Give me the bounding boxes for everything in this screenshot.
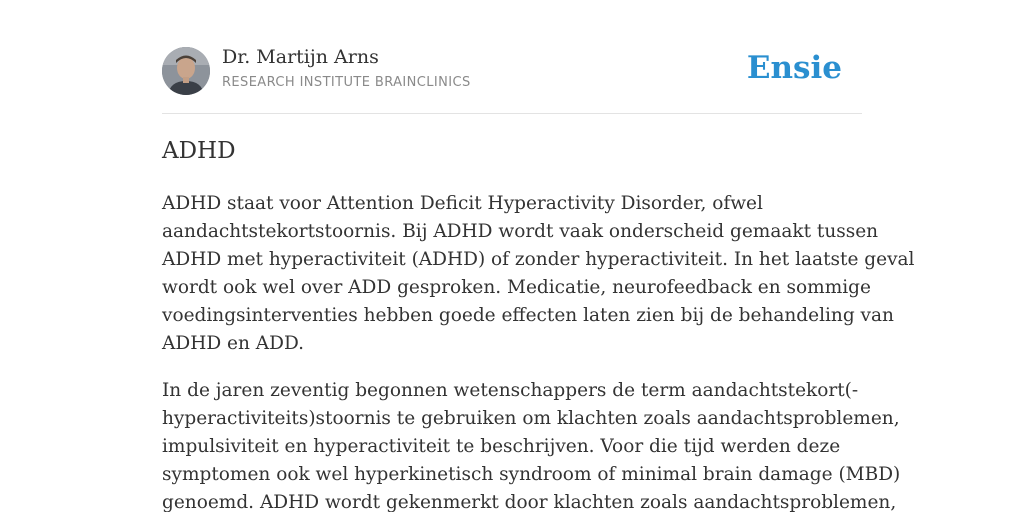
paragraph-line: voedingsinterventies hebben goede effecten laten zien bij de behandeling van [162, 305, 894, 326]
paragraph-line: symptomen ook wel hyperkinetisch syndroom of minimal brain damage (MBD) [162, 464, 901, 485]
paragraph-1 [162, 190, 915, 358]
paragraph-line: genoemd. ADHD wordt gekenmerkt door klachten zoals aandachtsproblemen, [162, 492, 897, 512]
site-logo[interactable]: Ensie [746, 50, 842, 86]
paragraph-2 [162, 377, 901, 512]
paragraph-line: ADHD met hyperactiviteit (ADHD) of zonder hyperactiviteit. In het laatste geval [162, 249, 915, 270]
content-column [162, 0, 915, 512]
paragraph-line: aandachtstekortstoornis. Bij ADHD wordt vaak onderscheid gemaakt tussen [162, 221, 879, 242]
paragraph-line: wordt ook wel over ADD gesproken. Medicatie, neurofeedback en sommige [162, 277, 871, 298]
paragraph-line: In de jaren zeventig begonnen wetenschappers de term aandachtstekort(- [162, 380, 859, 401]
paragraph-line: hyperactiviteits)stoornis te gebruiken om klachten zoals aandachtsproblemen, [162, 408, 900, 429]
paragraph-line: ADHD en ADD. [162, 333, 305, 354]
author-organization: RESEARCH INSTITUTE BRAINCLINICS [222, 75, 471, 90]
page-header [162, 0, 862, 114]
paragraph-line: impulsiviteit en hyperactiviteit te beschrijven. Voor die tijd werden deze [162, 436, 841, 457]
author-portrait-icon [162, 47, 210, 95]
author-name[interactable]: Dr. Martijn Arns [222, 46, 379, 68]
paragraph-line: ADHD staat voor Attention Deficit Hyperactivity Disorder, ofwel [162, 193, 763, 214]
avatar[interactable] [162, 47, 210, 95]
article-title: ADHD [162, 138, 236, 164]
article-body [162, 190, 915, 512]
